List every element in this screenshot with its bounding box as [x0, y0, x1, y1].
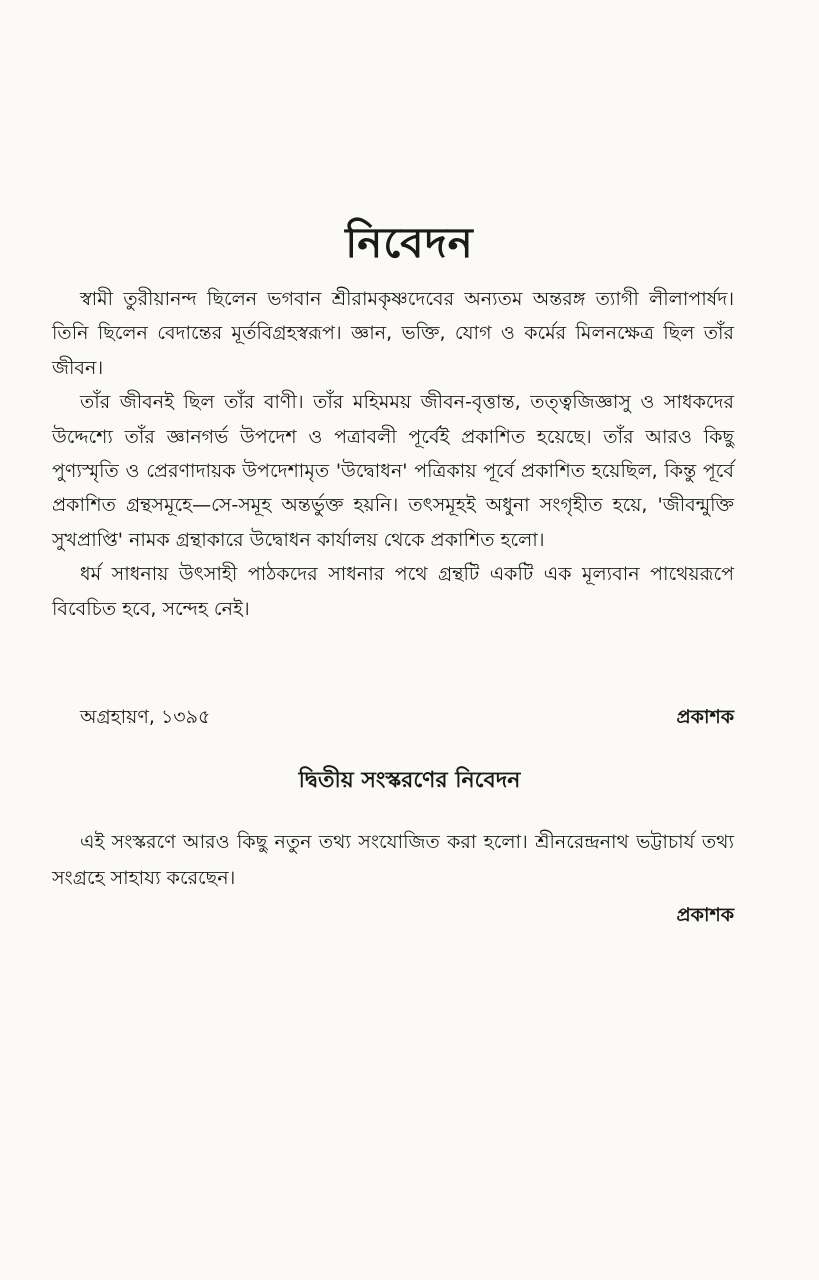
- publisher-signature: প্রকাশক: [676, 706, 734, 728]
- preface-paragraph: ধর্ম সাধনায় উৎসাহী পাঠকদের সাধনার পথে গ্রন্থটি একটি এক মূল্যবান পাথেয়রূপে বিবেচিত হবে, সন্দেহ নেই।: [52, 563, 734, 620]
- preface-paragraph: তাঁর জীবনই ছিল তাঁর বাণী। তাঁর মহিমময় জীবন-বৃত্তান্ত, তত্ত্বজিজ্ঞাসু ও সাধকদের উদ্দেশ্যে তাঁর জ্ঞানগর্ভ উপদেশ ও পত্রাবলী পূর্বেই প্রকাশিত হয়েছে। তাঁর আরও কিছু পুণ্যস্মৃতি ও প্রেরণাদায়ক উপদেশামৃত 'উদ্বোধন' পত্রিকায় পূর্বে প্রকাশিত হয়েছিল, কিন্তু পূর্বে প্রকাশিত গ্রন্থসমূহে—সে-সমূহ অন্তর্ভুক্ত হয়নি। তৎসমূহই অধুনা সংগৃহীত হয়ে, 'জীবন্মুক্তি সুখপ্রাপ্তি' নামক গ্রন্থাকারে উদ্বোধন কার্যালয় থেকে প্রকাশিত হলো।: [52, 391, 734, 551]
- preface-paragraph: স্বামী তুরীয়ানন্দ ছিলেন ভগবান শ্রীরামকৃষ্ণদেবের অন্যতম অন্তরঙ্গ ত্যাগী লীলাপার্ষদ। তিনি ছিলেন বেদান্তের মূর্তবিগ্রহস্বরূপ। জ্ঞান, ভক্তি, যোগ ও কর্মের মিলনক্ষেত্র ছিল তাঁর জীবন।: [52, 288, 734, 379]
- second-edition-body: [52, 824, 734, 896]
- second-edition-title: দ্বিতীয় সংস্করণের নিবেদন: [298, 768, 521, 793]
- preface-body: [52, 282, 734, 626]
- second-publisher-signature: প্রকাশক: [676, 904, 734, 926]
- preface-date: অগ্রহায়ণ, ১৩৯৫: [80, 706, 211, 728]
- page-title: নিবেদন: [345, 218, 474, 267]
- second-edition-paragraph: এই সংস্করণে আরও কিছু নতুন তথ্য সংযোজিত করা হলো। শ্রীনরেন্দ্রনাথ ভট্টাচার্য তথ্য সংগ্রহে সাহায্য করেছেন।: [52, 831, 734, 889]
- signature-row: [52, 700, 734, 734]
